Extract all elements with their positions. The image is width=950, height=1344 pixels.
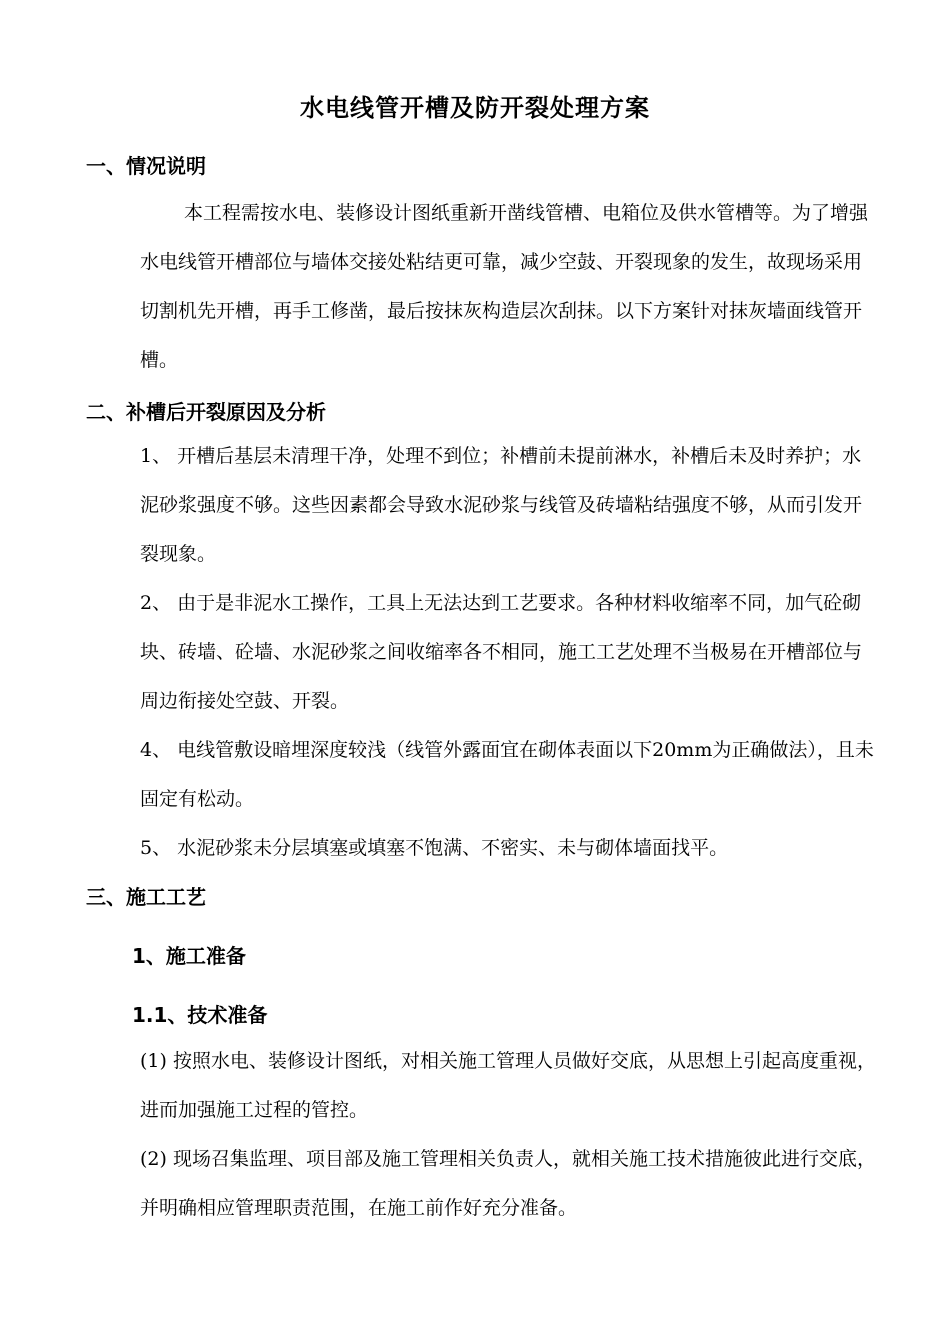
subheading-technical-preparation: 1.1、技术准备	[132, 1003, 268, 1027]
section-2-paragraph-3: 4、 电线管敷设暗埋深度较浅（线管外露面宜在砌体表面以下20mm为正确做法），且未固定有松动。	[140, 739, 874, 810]
section-heading-2: 二、补槽后开裂原因及分析	[86, 400, 326, 424]
section-2-paragraph-2: 2、 由于是非泥水工操作，工具上无法达到工艺要求。各种材料收缩率不同，加气砼砌块、砖墙、砼墙、水泥砂浆之间收缩率各不相同，施工工艺处理不当极易在开槽部位与周边衔接处空鼓、开裂。	[140, 592, 863, 712]
section-2-paragraph-4: 5、 水泥砂浆未分层填塞或填塞不饱满、不密实、未与砌体墙面找平。	[140, 837, 729, 859]
section-heading-1: 一、情况说明	[86, 154, 206, 178]
document-title: 水电线管开槽及防开裂处理方案	[300, 94, 650, 122]
section-3-paragraph-2: (2) 现场召集监理、项目部及施工管理相关负责人，就相关施工技术措施彼此进行交底，并明确相应管理职责范围，在施工前作好充分准备。	[140, 1148, 876, 1219]
section-2-paragraph-1: 1、 开槽后基层未清理干净，处理不到位；补槽前未提前淋水，补槽后未及时养护；水泥砂浆强度不够。这些因素都会导致水泥砂浆与线管及砖墙粘结强度不够，从而引发开裂现象。	[140, 445, 863, 565]
section-1-paragraph: 本工程需按水电、装修设计图纸重新开凿线管槽、电箱位及供水管槽等。为了增强水电线管开槽部位与墙体交接处粘结更可靠，减少空鼓、开裂现象的发生，故现场采用切割机先开槽，再手工修凿，最后按抹灰构造层次刮抹。以下方案针对抹灰墙面线管开槽。	[140, 202, 869, 371]
section-3-paragraph-1: (1) 按照水电、装修设计图纸，对相关施工管理人员做好交底，从思想上引起高度重视，进而加强施工过程的管控。	[140, 1050, 876, 1121]
section-heading-3: 三、施工工艺	[86, 885, 206, 909]
subheading-preparation: 1、施工准备	[132, 944, 246, 968]
